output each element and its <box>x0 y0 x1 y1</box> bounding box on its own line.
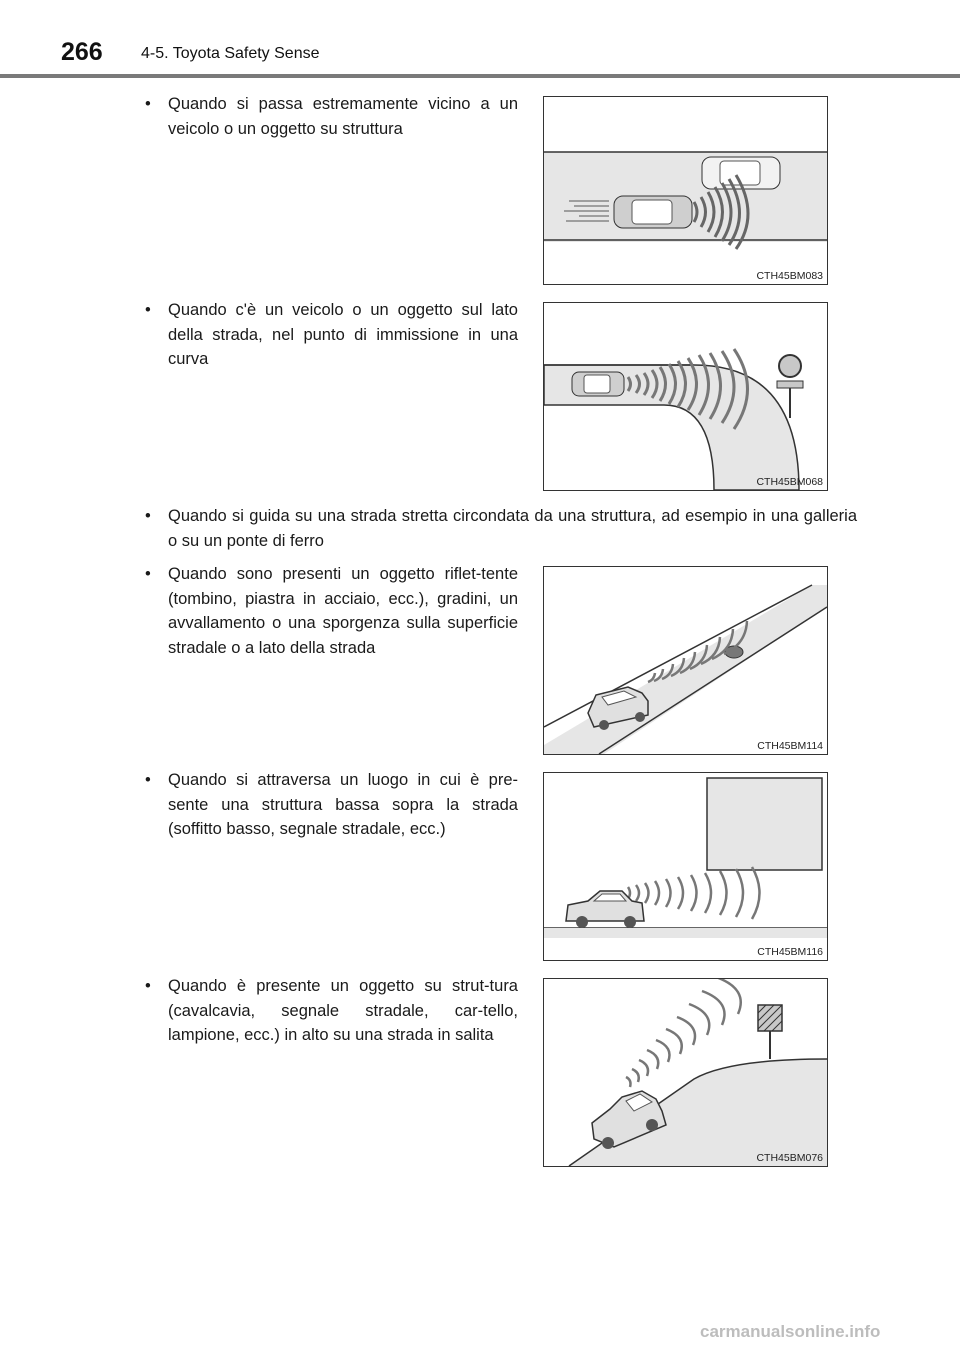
illustration-low-structure <box>544 773 827 960</box>
illustration-reflective-object <box>544 567 827 754</box>
illustration-curve-entry <box>544 303 827 490</box>
bullet: • <box>145 977 151 995</box>
list-item <box>145 974 518 1048</box>
figure-label: CTH45BM114 <box>757 740 823 752</box>
list-item <box>145 768 518 842</box>
figure-label: CTH45BM116 <box>757 946 823 958</box>
radar-waves-icon <box>628 867 760 919</box>
bullet: • <box>145 565 151 583</box>
bullet: • <box>145 301 151 319</box>
list-item <box>145 298 518 372</box>
car-icon <box>566 891 644 928</box>
figure-curve-entry <box>543 302 828 491</box>
illustration-uphill-structure <box>544 979 827 1166</box>
list-item-text: Quando si attraversa un luogo in cui è pre-sente una struttura bassa sopra la strada (soffitto basso, segnale stradale, ecc.) <box>168 771 518 838</box>
list-item-text: Quando si passa estremamente vicino a un veicolo o un oggetto su struttura <box>168 95 518 138</box>
figure-label: CTH45BM083 <box>756 270 823 282</box>
list-item-text: Quando sono presenti un oggetto riflet-tente (tombino, piastra in acciaio, ecc.), gradini, un avvallamento o una sporgenza sulla superficie stradale o a lato della strada <box>168 565 518 657</box>
list-item <box>145 92 518 141</box>
section-title: 4-5. Toyota Safety Sense <box>141 45 320 62</box>
car-icon <box>572 372 624 396</box>
figure-uphill-structure <box>543 978 828 1167</box>
bullet: • <box>145 507 151 525</box>
list-item <box>145 562 518 660</box>
list-item <box>145 504 857 553</box>
list-item-text: Quando si guida su una strada stretta circondata da una struttura, ad esempio in una galleria o su un ponte di ferro <box>168 507 857 550</box>
list-item-text: Quando c'è un veicolo o un oggetto sul lato della strada, nel punto di immissione in una curva <box>168 301 518 368</box>
car-icon <box>614 196 692 228</box>
list-item-text: Quando è presente un oggetto su strut-tura (cavalcavia, segnale stradale, car-tello, lampione, ecc.) in alto su una strada in salita <box>168 977 518 1044</box>
figure-label: CTH45BM068 <box>756 476 823 488</box>
figure-label: CTH45BM076 <box>756 1152 823 1164</box>
illustration-close-vehicle <box>544 97 827 284</box>
header-rule <box>0 74 960 78</box>
figure-close-vehicle <box>543 96 828 285</box>
figure-low-structure <box>543 772 828 961</box>
page-header <box>0 0 960 80</box>
bullet: • <box>145 771 151 789</box>
footer-watermark[interactable]: carmanualsonline.info <box>700 1322 881 1341</box>
bullet: • <box>145 95 151 113</box>
road-sign-icon <box>758 1005 782 1059</box>
figure-reflective-object <box>543 566 828 755</box>
page-number: 266 <box>61 38 103 66</box>
